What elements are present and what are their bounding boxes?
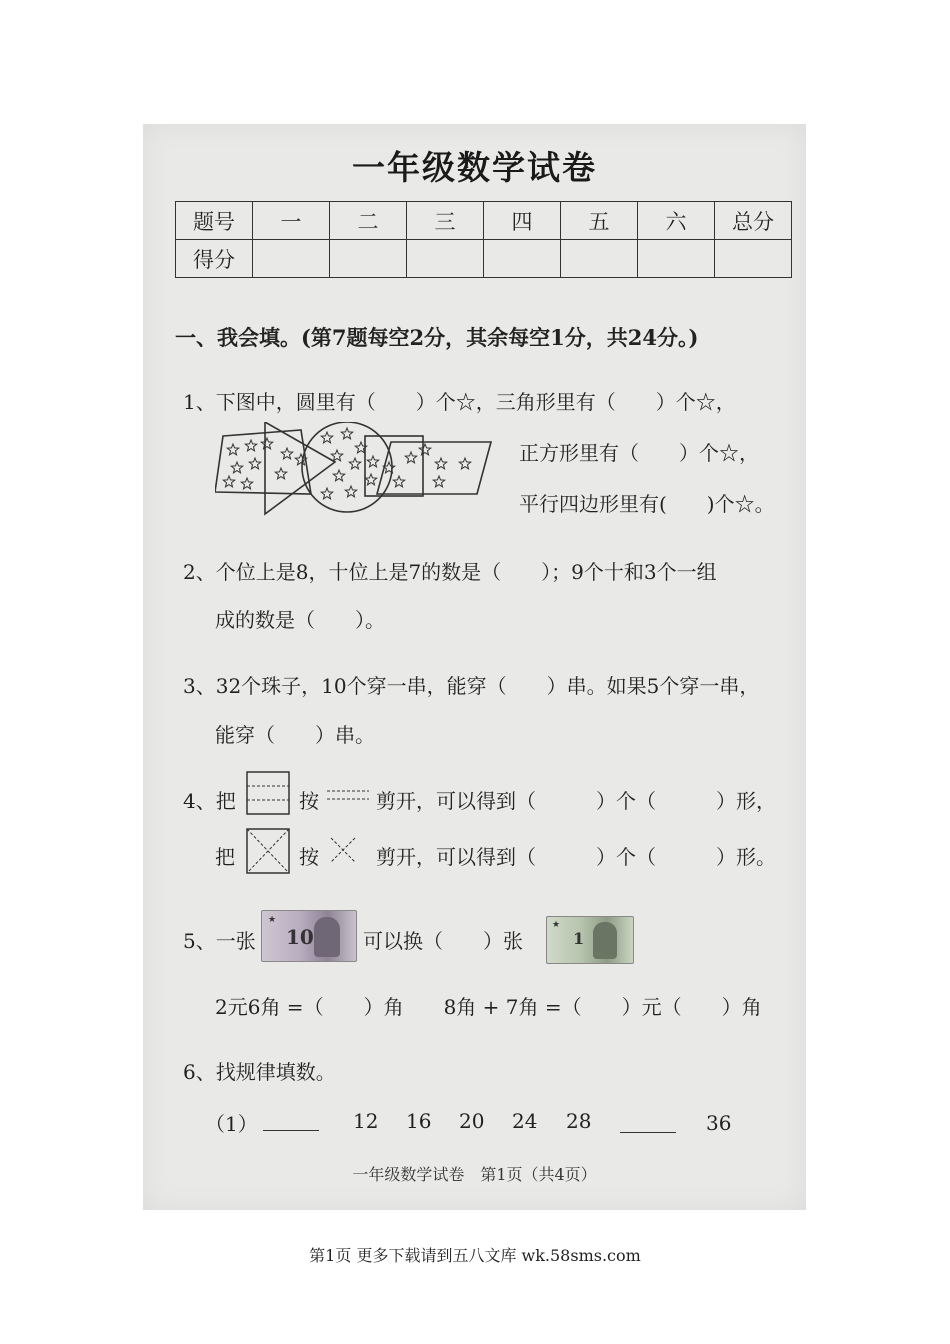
score-header-cell: 二 — [330, 202, 407, 240]
score-header-cell: 四 — [484, 202, 561, 240]
score-header-cell: 六 — [638, 202, 715, 240]
star-icon — [261, 438, 272, 449]
q4-an-label-2: 按 — [299, 845, 319, 869]
star-icon — [405, 452, 416, 463]
dashed-square-diagonals-figure — [246, 828, 290, 874]
score-header-cell: 总分 — [715, 202, 792, 240]
q6-blank-1[interactable] — [263, 1130, 319, 1131]
score-cell[interactable] — [407, 240, 484, 278]
q3-line2: 能穿（ ）串。 — [215, 723, 375, 747]
star-icon — [321, 432, 332, 443]
score-cell[interactable] — [561, 240, 638, 278]
q6-number: 24 — [512, 1109, 538, 1133]
q6-number: 36 — [706, 1111, 732, 1135]
star-icon — [331, 450, 342, 461]
star-icon — [241, 478, 252, 489]
q5-part1: 5、一张 — [183, 929, 256, 953]
q6-label: （1） — [205, 1112, 258, 1136]
exam-page-footer: 一年级数学试卷 第1页（共4页） — [352, 1165, 597, 1184]
portrait-icon — [593, 922, 617, 959]
q4-line1-rest: 剪开，可以得到（ ）个（ ）形， — [376, 789, 776, 813]
score-table-score-row — [176, 240, 792, 278]
portrait-icon — [314, 917, 340, 957]
score-header-cell: 三 — [407, 202, 484, 240]
one-yuan-banknote: ★ 1 — [546, 916, 634, 964]
q6-number: 16 — [406, 1109, 432, 1133]
score-header-cell: 一 — [253, 202, 330, 240]
star-icon — [223, 476, 234, 487]
score-header-cell: 题号 — [176, 202, 253, 240]
dashed-cross-icon — [329, 836, 357, 864]
q4-an-label: 按 — [299, 789, 319, 813]
star-icon — [281, 448, 292, 459]
score-header-cell: 五 — [561, 202, 638, 240]
dashed-lines-icon — [327, 787, 369, 803]
star-icon — [433, 476, 444, 487]
q1-line3: 平行四边形里有( )个☆。 — [519, 492, 775, 516]
star-icon — [459, 458, 470, 469]
score-cell[interactable] — [638, 240, 715, 278]
scanned-exam-page — [143, 124, 806, 1210]
score-cell[interactable] — [330, 240, 407, 278]
star-icon — [227, 444, 238, 455]
paper-title: 一年级数学试卷 — [352, 148, 597, 187]
score-row-label: 得分 — [176, 240, 253, 278]
q2-line1: 2、个位上是8，十位上是7的数是（ ）；9个十和3个一组 — [183, 560, 717, 584]
star-icon — [349, 458, 360, 469]
q2-line2: 成的数是（ ）。 — [215, 608, 385, 632]
q6-number: 12 — [353, 1109, 379, 1133]
q6-line1: 6、找规律填数。 — [183, 1060, 336, 1084]
q1-line2: 正方形里有（ ）个☆， — [519, 441, 759, 465]
score-table — [175, 201, 792, 278]
q5-part2: 可以换（ ）张 — [363, 929, 523, 953]
q6-number: 28 — [566, 1109, 592, 1133]
star-icon — [393, 476, 404, 487]
q3-line1: 3、32个珠子，10个穿一串，能穿（ ）串。如果5个穿一串， — [183, 674, 760, 698]
score-cell[interactable] — [484, 240, 561, 278]
q5-line2: 2元6角 =（ ）角 8角 + 7角 =（ ）元（ ）角 — [215, 995, 762, 1019]
star-icon — [333, 470, 344, 481]
ten-yuan-banknote: ★ 10 — [261, 910, 357, 962]
section-1-heading: 一、我会填。(第7题每空2分，其余每空1分，共24分。) — [175, 325, 699, 350]
star-icon — [419, 444, 430, 455]
star-icon — [231, 462, 242, 473]
star-icon — [321, 488, 332, 499]
score-cell[interactable] — [715, 240, 792, 278]
star-icon — [275, 468, 286, 479]
q4-number: 4、把 — [183, 789, 236, 813]
score-table-header-row — [176, 202, 792, 240]
star-icon — [249, 458, 260, 469]
document-page-footer: 第1页 更多下载请到五八文库 wk.58sms.com — [309, 1246, 641, 1265]
q6-blank-2[interactable] — [620, 1132, 676, 1133]
star-icon — [341, 428, 352, 439]
q1-line1: 1、下图中，圆里有（ ）个☆，三角形里有（ ）个☆， — [183, 390, 736, 414]
ten-yuan-denomination: 10 — [286, 925, 314, 949]
q4-ba-label: 把 — [215, 845, 235, 869]
shapes-with-stars-figure — [215, 422, 500, 522]
star-icon — [435, 458, 446, 469]
one-yuan-denomination: 1 — [573, 929, 585, 948]
star-icon — [367, 456, 378, 467]
q6-number: 20 — [459, 1109, 485, 1133]
parallelogram-shape — [377, 442, 491, 494]
star-icon — [245, 440, 256, 451]
star-icon — [345, 486, 356, 497]
q4-line2-rest: 剪开，可以得到（ ）个（ ）形。 — [376, 845, 776, 869]
score-cell[interactable] — [253, 240, 330, 278]
dashed-rectangle-figure — [246, 771, 290, 815]
star-icon — [365, 474, 376, 485]
